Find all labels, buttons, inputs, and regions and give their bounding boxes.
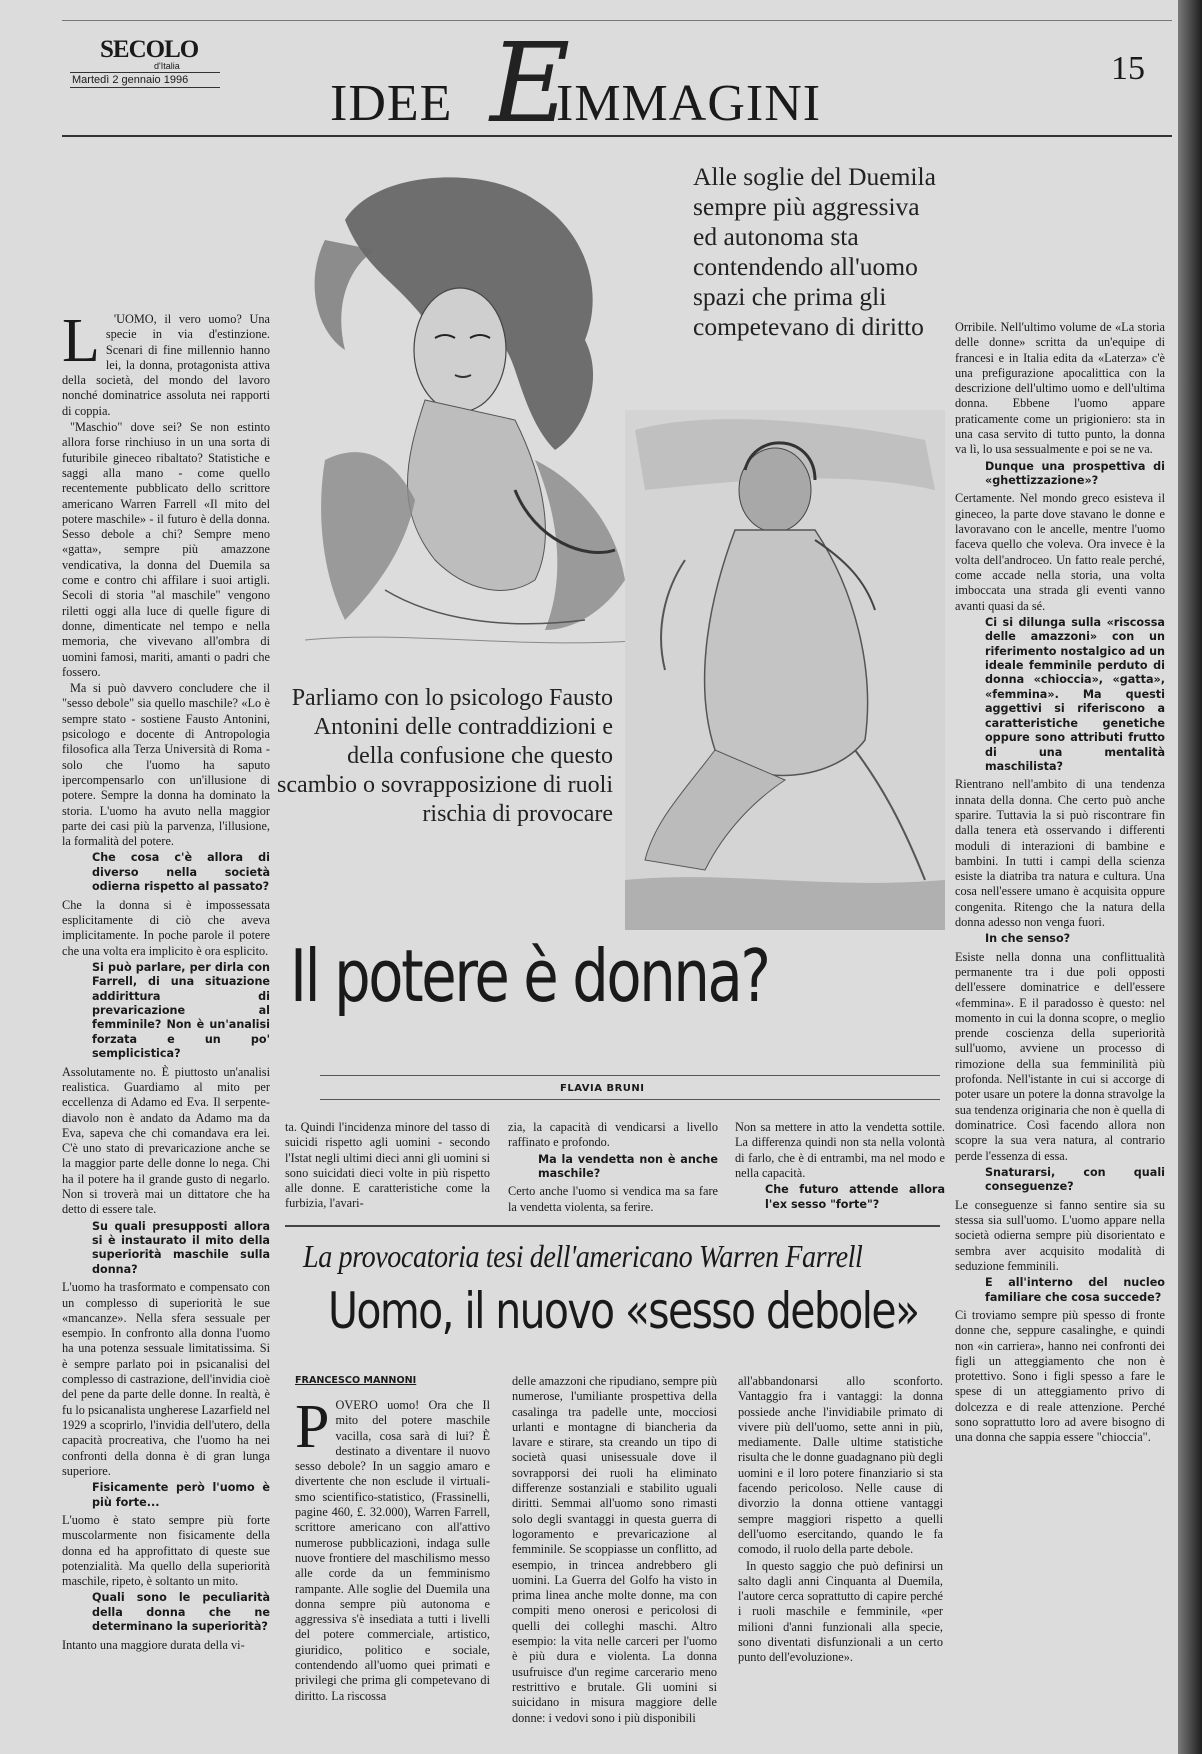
interview-question: Dunque una prospettiva di «ghettizzazione»?	[985, 459, 1165, 488]
paragraph: "Maschio" dove sei? Se non estinto allora forse rinchiuso in un una sorta di futuribile gineceo ribaltato? Statistiche e saggi alla mano - come quello recentemente pubblicato dello scrittore americano Warren Farrell «Il mito del potere maschile» - il futuro è della donna. Sesso debole a chi? Sempre meno «gatta», sempre più amazzone vendicativa, la donna del Duemila sa come e contro chi affilare i suoi artigli. Secoli di storia "al maschile" vengono riletti oggi alla luce di quelle figure di donne, dimenticate nel tempo e nella memoria, che vivevano all'ombra di uomini famosi, mariti, amanti o padri che fossero.	[62, 420, 270, 679]
second-article-headline: Uomo, il nuovo «sesso debole»	[328, 1282, 919, 1340]
article-standfirst: Parliamo con lo psicologo Fausto Antonini delle contraddizioni e della confusione che questo scambio o sovrapposizione di ruoli rischia di provocare	[277, 685, 613, 827]
interview-question: Che cosa c'è allora di diverso nella società odierna rispetto al passato?	[92, 851, 270, 894]
paragraph: Ma si può davvero concludere che il "sesso debole" sia quello maschile? «Lo è sempre stato - sostiene Fausto Antonini, psicologo e docente di Antropologia filosofica alla Terza Università di Roma - solo che l'uomo ha saputo ipercompensarlo con un'illusione di potere. Sempre la donna ha dominato la storia. L'uomo ha avuto nella maggior parte dei casi più la parvenza, l'illusione, la formalità del potere.	[62, 681, 270, 849]
byline-rule-top	[320, 1075, 940, 1076]
article-column-bottom-1	[285, 1120, 490, 1220]
paragraph: Assolutamente no. È piuttosto un'analisi realistica. Guardiamo al mito per eccellenza di Adamo ed Eva. Il serpente-diavolo non è andato da Adamo ma da Eva, sapeva che chi comandava era lei. C'è uno stato di prevaricazione anche se la maggior parte delle donne lo nega. Chi ha il potere ha il grande gusto di negarlo. Non si troverà mai un dittatore che ha detto di essere tale.	[62, 1064, 270, 1217]
paragraph: Le conseguenze si fanno sentire sia su stessa sia sull'uomo. L'uomo appare nella società odierna sempre più disorientato e sembra aver acquisito modalità di seduzione femminili.	[955, 1197, 1165, 1273]
paragraph: Certo anche l'uomo si vendica ma sa fare la vendetta violenta, sa ferire.	[508, 1184, 718, 1214]
article-headline: Il potere è donna?	[290, 934, 769, 1018]
second-article-column-2	[512, 1374, 717, 1725]
paragraph: Che la donna si è impossessata esplicitamente di ciò che aveva implicitamente. In poche parole il potere che una volta era implicito è ora esplicito.	[62, 897, 270, 958]
interview-question: Fisicamente però l'uomo è più forte...	[92, 1481, 270, 1509]
second-article-byline: FRANCESCO MANNONI	[295, 1375, 417, 1386]
interview-question: Ci si dilunga sulla «riscossa delle amazzoni» con un riferimento nostalgico ad un ideale femminile perduto di donna «chioccia», «gatta», «femmina». Ma questi aggettivi si riferiscono a caratteristiche genetiche oppure sono attributi frutto di una mentalità maschilista?	[985, 615, 1165, 773]
second-article-column-1	[295, 1393, 490, 1703]
paragraph: ta. Quindi l'incidenza minore del tasso di suicidi rispetto agli uomini - secondo l'Istat negli ultimi dieci anni gli uomini si sono suicidati dieci volte in più rispetto alle donne. E caratteristiche come la furbizia, l'avari-	[285, 1120, 490, 1211]
article-column-bottom-2	[508, 1120, 718, 1220]
interview-question: Si può parlare, per dirla con Farrell, di una situazione addirittura di prevaricazione al femminile? Non è un'analisi forzata e un po' semplicistica?	[92, 960, 270, 1061]
drop-cap: L	[62, 307, 100, 375]
section-title-right: IMMAGINI	[556, 75, 822, 132]
article-column-bottom-3	[735, 1120, 945, 1220]
paragraph: Certamente. Nel mondo greco esisteva il gineceo, la parte dove stavano le donne e lavoravano con le ancelle, mentre l'uomo faceva quello che voleva. Ora invece è la volta dell'androceo. Un fatto reale perché, come accade nella storia, una volta imboccata una strada gli eventi vanno avanti quasi da sé.	[955, 491, 1165, 613]
paragraph: zia, la capacità di vendicarsi a livello raffinato e profondo.	[508, 1120, 718, 1150]
article-deck: Alle soglie del Duemila sempre più aggressiva ed autonoma sta contendendo all'uomo spazi che prima gli competevano di diritto	[693, 162, 936, 341]
section-rule	[62, 135, 1172, 137]
masthead-date: Martedì 2 gennaio 1996	[70, 72, 220, 88]
page-number: 15	[1111, 50, 1145, 87]
second-article-column-3	[738, 1374, 943, 1704]
masthead-subtitle: d'Italia	[154, 61, 180, 71]
interview-question: Ma la vendetta non è anche maschile?	[538, 1152, 718, 1180]
paragraph: 'UOMO, il vero uomo? Una specie in via d'estinzione. Scenari di fine millennio hanno lei, la donna, protagonista attiva della società, del mondo del lavoro nonché dominatrice assoluta nei rapporti di coppia.	[62, 312, 270, 418]
article-column-left	[62, 307, 270, 1712]
second-article-text-1: OVERO uomo! Ora che Il mito del potere maschile vacilla, cosa sarà di lui? È destinato a diventare il nuovo sesso debole? In un saggio amaro e divertente che non esclude il virtuali-smo scientifico-statistico, (Frassinelli, pagine 460, £. 32.000), Warren Farrell, scrittore americano con all'attivo numerose pubblicazioni, indaga sulle nuove frontiere del maschilismo messo alle corde da un femminismo rampante. Alle soglie del Duemila una donna sempre più autonoma e aggressiva s'è insediata a tutti i livelli del potere commerciale, artistico, giuridico, politico e sociale, contendendo all'uomo quei primati e privilegi che prima gli competevano di diritto. La riscossa	[295, 1398, 490, 1703]
paragraph: Ci troviamo sempre più spesso di fronte donne che, seppure casalinghe, e quindi non «in carriera», hanno nei confronti dei figli un atteggiamento che non è protettivo. Sono i figli spesso a fare le spese di un atteggiamento privo di dolcezza e di reale attenzione. Perché sono soprattutto loro ad avere bisogno di una donna che sappia essere "chioccia".	[955, 1307, 1165, 1445]
paragraph: Non sa mettere in atto la vendetta sottile. La differenza quindi non sta nella volontà di farlo, che è di entrambi, ma nel modo e nella capacità.	[735, 1120, 945, 1180]
masthead-logo: SECOLO	[100, 36, 199, 63]
section-title-left: IDEE	[330, 75, 453, 132]
paragraph: all'abbandonarsi allo sconforto. Vantaggio fra i vantaggi: la donna possiede anche l'invidiabile primato di vivere più dell'uomo, sette anni in più, mediamente. Dalle ultime statistiche risulta che le donne guadagnano più degli uomini e il loro potere finanziario si sta facendo pericoloso. Nelle cause di divorzio la donna ottiene vantaggi sempre maggiori rispetto a quelli dell'uomo esercitando, quando le fa comodo, il ruolo della parte debole.	[738, 1374, 943, 1557]
second-article-text-2: delle amazzoni che ripudiano, sempre più numerose, l'umiliante prospettiva della casalinga tra padelle unte, mocciosi urlanti e montagne di biancheria da lavare e stirare, sta creando un tipo di società quasi unisessuale dove il sovrapporsi dei ruoli ha eliminato differenze sostanziali e stabilito uguali diritti. Semmai all'uomo sono rimasti solo degli svantaggi in questa guerra di logoramento e prevaricazione al femminile. Se scoppiasse un conflitto, ad esempio, in trincea andrebbero gli uomini. La Guerra del Golfo ha visto in prima linea anche molte donne, ma con compiti meno onerosi e pericolosi di quelli dei colleghi maschi. Altro esempio: la vita nelle carceri per l'uomo è più dura e violenta. La donna usufruisce d'un regime carcerario meno restrittivo e brutale. Gli uomini si suicidano in misura maggiore delle donne: i vedovi sono i più disponibili	[512, 1374, 717, 1725]
second-article-drop-cap: P	[295, 1393, 330, 1461]
paragraph: L'uomo ha trasformato e compensato con un complesso di superiorità le sue «mancanze». Nella sfera sessuale per esempio. In confronto alla donna l'uomo ha una potenza sessuale limitatissima. Si è sempre parlato poi in psicanalisi del complesso di castrazione, dell'invidia cioè del pene da parte delle donne. In realtà, è fu lo psicanalista ungherese Lazarfield nel 1929 a scoprirlo, l'invidia dell'utero, della capacità procreativa, che l'uomo ha nei confronti della donna è di gran lunga superiore.	[62, 1280, 270, 1478]
paragraph: L'uomo è stato sempre più forte muscolarmente non fisicamente della donna ed ha approfittato di queste sue potenzialità. Ma quello della superiorità maschile, ripeto, è soltanto un mito.	[62, 1512, 270, 1589]
section-title-ampersand: E	[490, 19, 571, 147]
interview-question: Quali sono le peculiarità della donna che ne determinano la superiorità?	[92, 1591, 270, 1634]
interview-question: In che senso?	[985, 932, 1071, 946]
interview-question: Snaturarsi, con quali conseguenze?	[985, 1165, 1165, 1194]
seated-figure-illustration	[625, 410, 945, 930]
second-article-kicker: La provocatoria tesi dell'americano Warren Farrell	[303, 1238, 863, 1274]
paragraph: Orribile. Nell'ultimo volume de «La storia delle donne» scritta da un'equipe di francesi e in Italia edita da «Laterza» c'è una prefigurazione apocalittica con la descrizione dell'ultimo uomo e dell'ultima donna. Ebbene l'uomo appare praticamente come un prigioniero: sta in una casa servito di tutto punto, la donna va lì, lo usa sessualmente e poi se ne va.	[955, 320, 1165, 457]
interview-question: Che futuro attende allora l'ex sesso "forte"?	[765, 1183, 945, 1211]
paragraph: Rientrano nell'ambito di una tendenza innata della donna. Che certo può anche sparire. Tuttavia la si può riscontrare fin dalla tenera età osservando i differenti moduli di interazioni di bambine e bambini. In tutti i campi della scienza esiste la diatriba tra natura e cultura. Una cosa nell'essere umano è acquisita oppure congenita. Ritengo che la natura della donna adesso non venga fuori.	[955, 777, 1165, 929]
second-article-rule	[285, 1225, 940, 1227]
interview-question: Su quali presupposti allora si è instaurato il mito della superiorità maschile sulla donna?	[92, 1219, 270, 1276]
page-binding-edge	[1178, 0, 1202, 1754]
woman-portrait-illustration	[285, 160, 650, 660]
paragraph: In questo saggio che può definirsi un salto dagli anni Cinquanta al Duemila, l'autore cerca soprattutto di capire perché i ruoli maschile e femminile, «per milioni d'anni funzionali alla specie, sono diventati disfunzionali a un certo punto dell'evoluzione».	[738, 1558, 943, 1665]
article-byline: FLAVIA BRUNI	[560, 1083, 645, 1094]
interview-question: E all'interno del nucleo familiare che cosa succede?	[985, 1276, 1165, 1304]
top-rule	[62, 20, 1172, 21]
byline-rule-bottom	[320, 1099, 940, 1100]
article-column-right	[955, 320, 1165, 1740]
paragraph: Intanto una maggiore durata della vi-	[62, 1637, 245, 1652]
paragraph: Esiste nella donna una conflittualità permanente tra i due poli opposti dell'essere dominatrice e dell'essere «femmina». E il paradosso è questo: nel momento in cui la donna scopre, o meglio prende coscienza della superiorità sull'uomo, avviene un processo di rimozione della sua femminilità più profonda. Nell'istante in cui si accorge di poter usare un potere la donna stravolge la sua tendenza originaria che non è quella di dominatrice. Così facendo allora non scopre la sua vera natura, al contrario perde l'essenza di essa.	[955, 949, 1165, 1163]
